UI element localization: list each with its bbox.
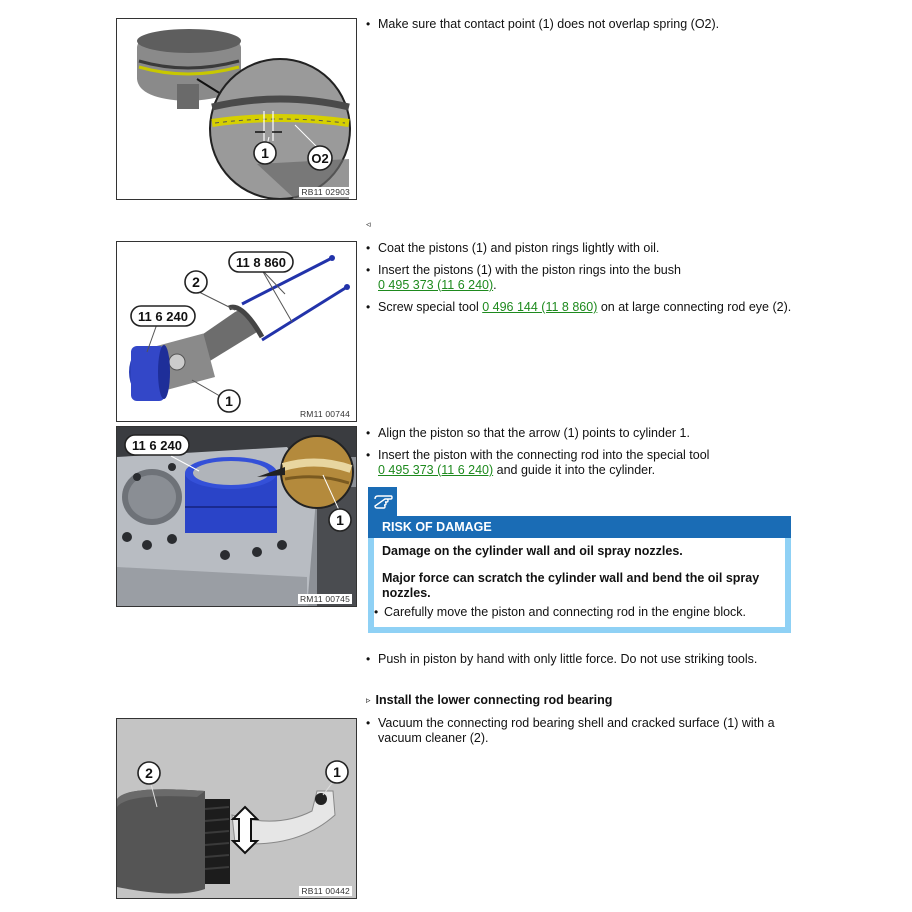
callout-11-6-240: 11 6 240 [132,438,182,453]
instruction-item: • Push in piston by hand with only little force. Do not use striking tools. [366,652,796,667]
notice-line: Damage on the cylinder wall and oil spray nozzles. [382,544,683,558]
notice-bullet: • Carefully move the piston and connecting rod in the engine block. [374,605,777,620]
instruction-item: • Make sure that contact point (1) does not overlap spring (O2). [366,17,796,32]
figure-caption: RM11 00744 [299,409,350,419]
notice-body [368,538,791,633]
special-tool-link[interactable]: 0 495 373 (11 6 240) [378,278,494,292]
callout-1: 1 [225,393,233,409]
instruction-item: • Insert the piston with the connecting rod into the special tool 0 495 373 (11 6 240) and guide it into the cylinder. [366,448,796,478]
callout-1: 1 [261,145,269,161]
callout-2: 2 [192,274,200,290]
instruction-item: • Coat the pistons (1) and piston rings lightly with oil. [366,241,796,256]
section-2 [366,241,796,322]
section-5 [366,716,776,753]
engine-block-photo [117,427,357,607]
callout-1: 1 [336,512,344,528]
triangle-marker-icon: ▹ [366,695,371,705]
step-heading [366,693,612,707]
callout-1: 1 [333,764,341,780]
connecting-rod-illustration [117,242,357,422]
instruction-item: • Vacuum the connecting rod bearing shell and cracked surface (1) with a vacuum cleaner (2). [366,716,776,746]
figure-connecting-rod-tools [116,241,357,422]
special-tool-link[interactable]: 0 495 373 (11 6 240) [378,463,494,477]
figure-vacuum-bearing [116,718,357,899]
callout-11-6-240: 11 6 240 [138,309,188,324]
instruction-item: • Insert the pistons (1) with the piston rings into the bush 0 495 373 (11 6 240). [366,263,796,293]
special-tool-link[interactable]: 0 496 144 (11 8 860) [482,300,598,314]
figure-caption: RB11 00442 [301,886,350,896]
figure-piston-spring [116,18,357,200]
vacuum-bearing-photo [117,719,357,899]
notice-title: RISK OF DAMAGE [368,516,791,538]
callout-o2: O2 [311,151,329,166]
figure-caption: RB11 02903 [301,187,350,197]
back-reference-marker: ◃ [366,219,371,229]
hand-pointing-icon [368,487,397,516]
notice-line: Major force can scratch the cylinder wall and bend the oil spray nozzles. [382,571,760,600]
figure-caption: RM11 00745 [299,594,350,604]
figure-engine-block-bush [116,426,357,607]
instruction-item: • Align the piston so that the arrow (1) points to cylinder 1. [366,426,796,441]
section-3 [366,426,796,485]
callout-2: 2 [145,765,153,781]
risk-of-damage-notice [368,487,791,633]
piston-illustration [117,19,357,200]
instruction-item: • Screw special tool 0 496 144 (11 8 860) on at large connecting rod eye (2). [366,300,796,315]
section-4 [366,652,796,674]
section-1 [366,17,796,39]
heading-title: Install the lower connecting rod bearing [375,693,613,707]
callout-11-8-860: 11 8 860 [236,255,286,270]
